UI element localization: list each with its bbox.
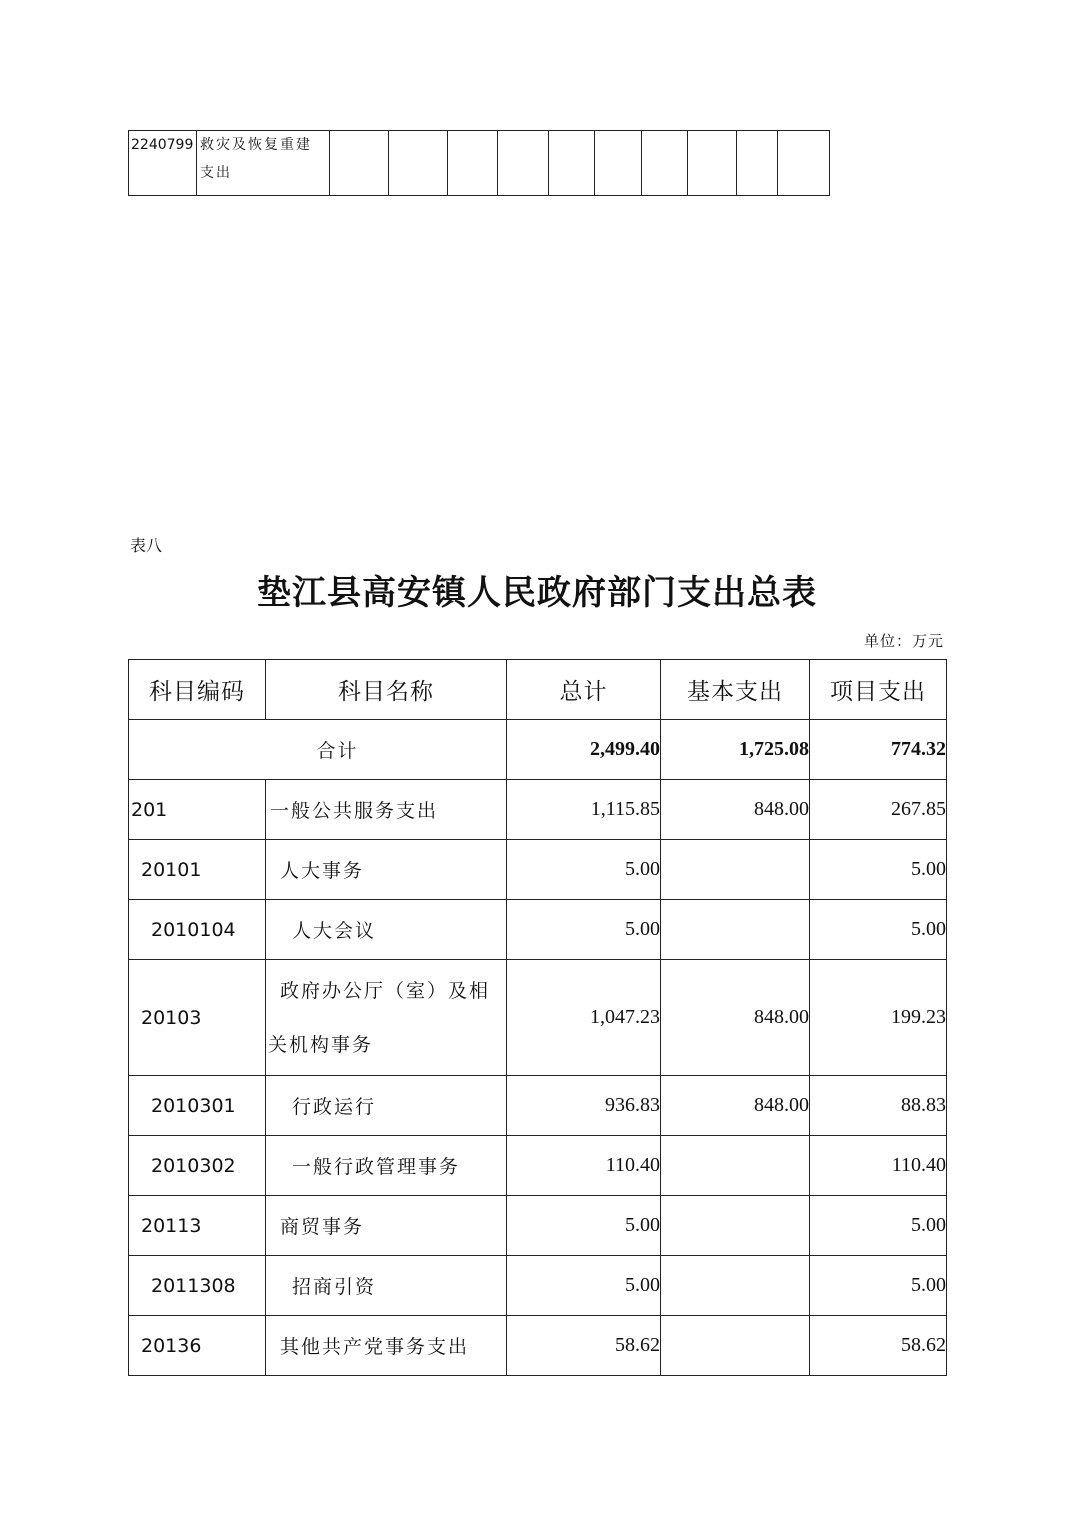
total-label: 合计 <box>129 720 507 780</box>
table-row <box>129 1136 947 1196</box>
row-name-line2: 关机构事务 <box>268 1033 374 1056</box>
row-project: 58.62 <box>810 1316 947 1376</box>
empty-cell <box>498 131 549 196</box>
empty-cell <box>330 131 389 196</box>
row-name <box>266 960 507 1076</box>
total-project: 774.32 <box>810 720 947 780</box>
row-total: 1,115.85 <box>507 780 661 840</box>
row-name: 人大事务 <box>266 840 507 900</box>
total-basic: 1,725.08 <box>661 720 810 780</box>
row-total: 5.00 <box>507 900 661 960</box>
table-number-label: 表八 <box>130 536 163 555</box>
table-row <box>129 960 947 1076</box>
row-project: 267.85 <box>810 780 947 840</box>
table-row <box>129 780 947 840</box>
row-name: 人大会议 <box>266 900 507 960</box>
row-code: 2240799 <box>129 131 197 196</box>
row-project: 199.23 <box>810 960 947 1076</box>
empty-cell <box>737 131 778 196</box>
row-project: 110.40 <box>810 1136 947 1196</box>
row-total: 5.00 <box>507 1256 661 1316</box>
row-basic <box>661 1256 810 1316</box>
row-total: 1,047.23 <box>507 960 661 1076</box>
row-code: 2010302 <box>129 1136 266 1196</box>
empty-cell <box>688 131 737 196</box>
header-code: 科目编码 <box>129 660 266 720</box>
table-row <box>129 1256 947 1316</box>
row-project: 5.00 <box>810 1256 947 1316</box>
row-basic <box>661 1196 810 1256</box>
row-name: 行政运行 <box>266 1076 507 1136</box>
row-name-line2: 支出 <box>200 165 232 181</box>
row-basic: 848.00 <box>661 1076 810 1136</box>
empty-cell <box>448 131 498 196</box>
continuation-table <box>128 130 830 196</box>
row-name: 招商引资 <box>266 1256 507 1316</box>
empty-cell <box>389 131 448 196</box>
row-project: 5.00 <box>810 1196 947 1256</box>
header-basic: 基本支出 <box>661 660 810 720</box>
total-value: 2,499.40 <box>507 720 661 780</box>
row-basic <box>661 1316 810 1376</box>
empty-cell <box>642 131 688 196</box>
row-code: 20101 <box>129 840 266 900</box>
table-row <box>129 900 947 960</box>
expenditure-table <box>128 659 947 1376</box>
empty-cell <box>778 131 830 196</box>
row-total: 5.00 <box>507 840 661 900</box>
empty-cell <box>549 131 595 196</box>
row-name-line1: 政府办公厅（室）及相 <box>280 979 491 1002</box>
row-basic <box>661 1136 810 1196</box>
header-project: 项目支出 <box>810 660 947 720</box>
row-name: 商贸事务 <box>266 1196 507 1256</box>
table-row <box>129 1196 947 1256</box>
row-project: 5.00 <box>810 840 947 900</box>
row-code: 2010301 <box>129 1076 266 1136</box>
table-row <box>129 131 830 196</box>
row-basic <box>661 900 810 960</box>
row-total: 936.83 <box>507 1076 661 1136</box>
row-total: 58.62 <box>507 1316 661 1376</box>
row-code: 2011308 <box>129 1256 266 1316</box>
row-total: 110.40 <box>507 1136 661 1196</box>
row-total: 5.00 <box>507 1196 661 1256</box>
row-code: 20136 <box>129 1316 266 1376</box>
empty-cell <box>595 131 642 196</box>
row-basic <box>661 840 810 900</box>
row-code: 201 <box>129 780 266 840</box>
table-row <box>129 840 947 900</box>
table-row <box>129 1076 947 1136</box>
row-code: 2010104 <box>129 900 266 960</box>
row-code: 20113 <box>129 1196 266 1256</box>
row-basic: 848.00 <box>661 780 810 840</box>
row-name-line1: 救灾及恢复重建 <box>200 137 312 153</box>
row-project: 88.83 <box>810 1076 947 1136</box>
header-total: 总计 <box>507 660 661 720</box>
header-name: 科目名称 <box>266 660 507 720</box>
unit-label: 单位：万元 <box>863 632 944 650</box>
row-code: 20103 <box>129 960 266 1076</box>
row-name: 一般行政管理事务 <box>266 1136 507 1196</box>
row-name: 一般公共服务支出 <box>266 780 507 840</box>
row-name: 其他共产党事务支出 <box>266 1316 507 1376</box>
table-row <box>129 1316 947 1376</box>
row-basic: 848.00 <box>661 960 810 1076</box>
header-row <box>129 660 947 720</box>
row-name <box>197 131 330 196</box>
page-title: 垫江县高安镇人民政府部门支出总表 <box>257 573 817 613</box>
row-project: 5.00 <box>810 900 947 960</box>
total-row <box>129 720 947 780</box>
